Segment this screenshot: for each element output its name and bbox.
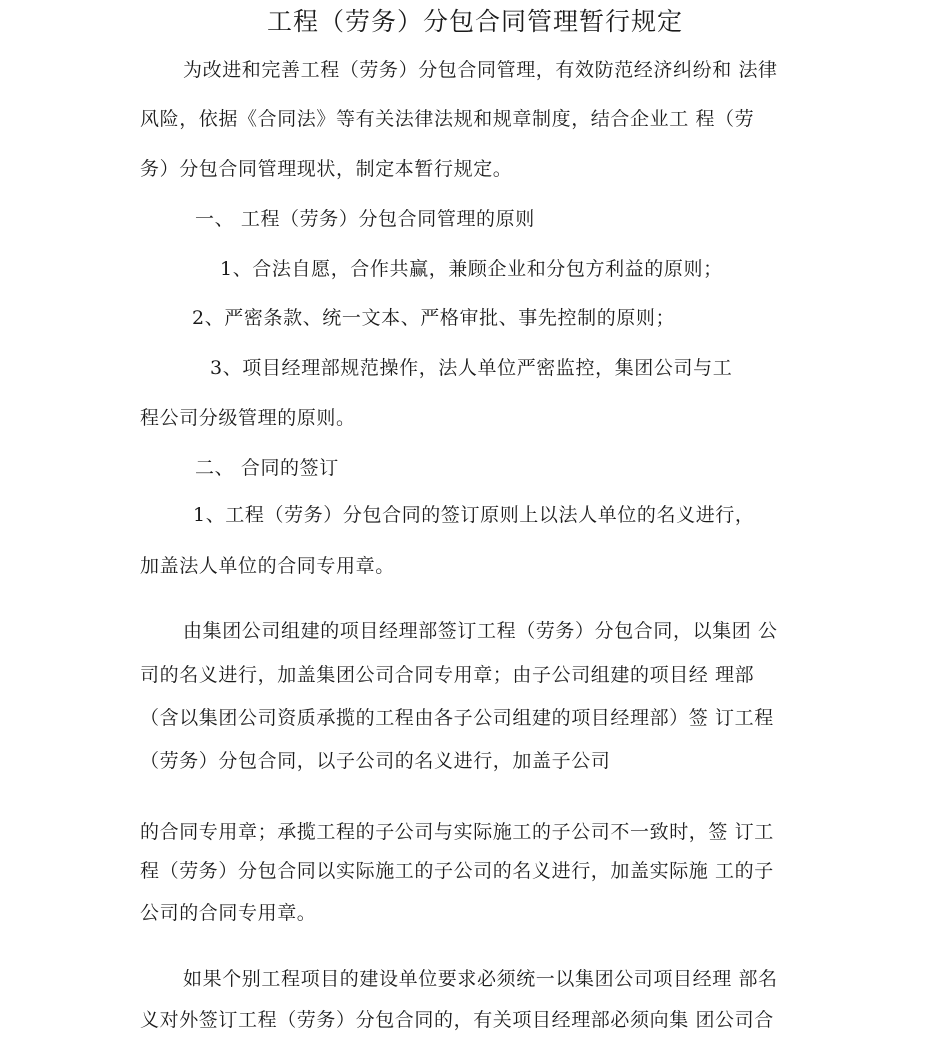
section-heading: 一、 工程（劳务）分包合同管理的原则 [195, 208, 535, 230]
text-line: （劳务）分包合同，以子公司的名义进行，加盖子公司 [140, 750, 611, 772]
text-line: 务）分包合同管理现状，制定本暂行规定。 [140, 158, 513, 180]
text-line: 公司的合同专用章。 [140, 902, 317, 924]
list-item: 1、工程（劳务）分包合同的签订原则上以法人单位的名义进行， [193, 504, 755, 526]
text-line: 为改进和完善工程（劳务）分包合同管理，有效防范经济纠纷和 法律 [183, 59, 778, 81]
list-item: 程公司分级管理的原则。 [140, 407, 356, 429]
list-item: 1、合法自愿，合作共赢，兼顾企业和分包方利益的原则； [220, 258, 723, 280]
text-line: 程（劳务）分包合同以实际施工的子公司的名义进行，加盖实际施 工的子 [140, 860, 774, 882]
list-item: 2、严密条款、统一文本、严格审批、事先控制的原则； [192, 307, 676, 329]
document-title: 工程（劳务）分包合同管理暂行规定 [266, 7, 683, 36]
text-line: 如果个别工程项目的建设单位要求必须统一以集团公司项目经理 部名 [183, 968, 778, 990]
text-line: 由集团公司组建的项目经理部签订工程（劳务）分包合同，以集团 公 [183, 620, 778, 642]
text-line: 风险，依据《合同法》等有关法律法规和规章制度，结合企业工 程（劳 [140, 108, 755, 130]
text-line: 的合同专用章；承揽工程的子公司与实际施工的子公司不一致时，签 订工 [140, 821, 774, 843]
section-heading: 二、 合同的签订 [195, 457, 339, 479]
list-item: 加盖法人单位的合同专用章。 [140, 555, 395, 577]
text-line: （含以集团公司资质承揽的工程由各子公司组建的项目经理部）签 订工程 [140, 707, 774, 729]
text-line: 义对外签订工程（劳务）分包合同的，有关项目经理部必须向集 团公司合 [140, 1009, 774, 1031]
list-item: 3、项目经理部规范操作，法人单位严密监控，集团公司与工 [210, 357, 733, 379]
text-line: 司的名义进行，加盖集团公司合同专用章；由子公司组建的项目经 理部 [140, 664, 755, 686]
